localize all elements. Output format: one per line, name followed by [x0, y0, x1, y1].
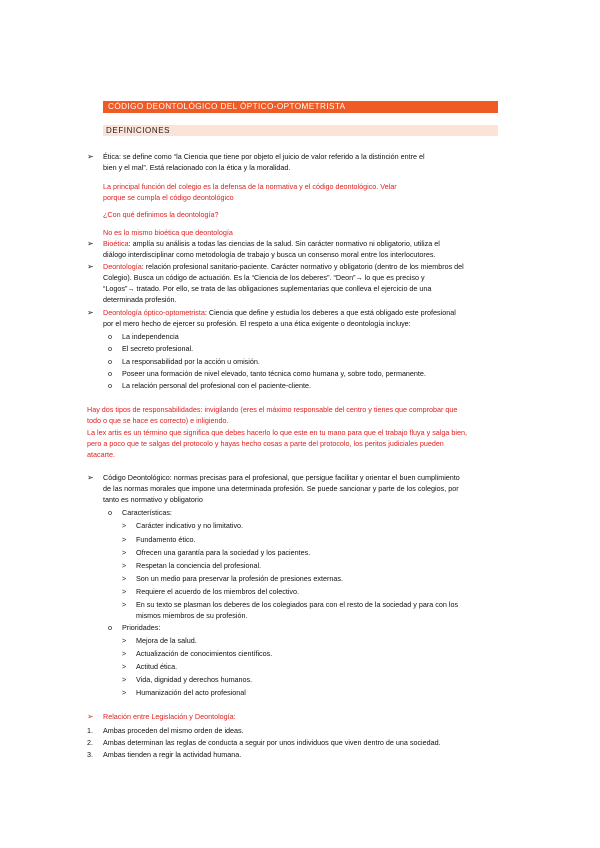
deontologia-label: Deontología: [103, 262, 142, 271]
relacion-item: Ambas tienden a regir la actividad humana.: [103, 750, 242, 759]
arrowhead-icon: >: [122, 688, 127, 697]
red-note-line-2: porque se cumpla el código deontológico: [103, 193, 234, 202]
arrowhead-icon: >: [122, 587, 127, 596]
arrow-bullet-icon: ➢: [87, 308, 94, 317]
arrow-bullet-icon: ➢: [87, 239, 94, 248]
bioetica-line-1: [103, 238, 440, 250]
characteristic-item: En su texto se plasman los deberes de los colegiados para con el resto de la sociedad y para con los: [136, 600, 459, 609]
codigo-line-1: Código Deontológico: normas precisas para el profesional, que persigue facilitar y orientar el buen cumplimiento: [103, 473, 460, 482]
circle-bullet-icon: o: [108, 508, 112, 517]
red-note-line-1: La principal función del colegio es la defensa de la normativa y el código deontológico. Velar: [103, 182, 397, 191]
list-item: Poseer una formación de nivel elevado, tanto técnica como humana y, sobre todo, permanente.: [122, 369, 426, 378]
arrow-bullet-icon: ➢: [87, 152, 94, 161]
list-item: La responsabilidad por la acción u omisión.: [122, 357, 260, 366]
circle-bullet-icon: o: [108, 332, 112, 341]
arrowhead-icon: >: [122, 600, 127, 609]
list-number: 1.: [87, 726, 93, 735]
priority-item: Mejora de la salud.: [136, 636, 197, 645]
red-block-line-3: La lex artis es un término que significa que debes hacerlo lo que este en tu mano para que el trabajo fluya y salga bien,: [87, 428, 467, 437]
characteristic-item: Fundamento ético.: [136, 535, 196, 544]
arrow-bullet-icon: ➢: [87, 262, 94, 271]
codigo-line-2: de las normas morales que impone una determinada profesión. Se puede sancionar y parte de los colegios, por: [103, 484, 459, 493]
characteristic-item-cont: mismos miembros de su profesión.: [136, 611, 248, 620]
relacion-item: Ambas determinan las reglas de conducta a seguir por unos individuos que viven dentro de una sociedad.: [103, 738, 441, 747]
document-title: CÓDIGO DEONTOLÓGICO DEL ÓPTICO-OPTOMETRISTA: [108, 102, 346, 111]
characteristic-item: Carácter indicativo y no limitativo.: [136, 521, 244, 530]
list-item: El secreto profesional.: [122, 344, 194, 353]
bioetica-text: : amplía su análisis a todas las ciencias de la salud. Sin carácter normativo ni obligatorio, utiliza el: [128, 239, 440, 248]
deon-opt-line-1: [103, 307, 456, 319]
deontologia-line-4: determinada profesión.: [103, 295, 177, 304]
deontologia-line-2: Colegio). Busca un código de actuación. Es la “Ciencia de los deberes”. “Deon”→ lo que es preciso y: [103, 273, 425, 282]
circle-bullet-icon: o: [108, 344, 112, 353]
list-number: 3.: [87, 750, 93, 759]
relacion-item: Ambas proceden del mismo orden de ideas.: [103, 726, 244, 735]
relacion-heading: Relación entre Legislación y Deontología:: [103, 712, 236, 721]
arrowhead-icon: >: [122, 521, 127, 530]
bioetica-line-2: diálogo interdisciplinar como metodología de trabajo y busca un consenso moral entre los interlocutores.: [103, 250, 436, 259]
characteristic-item: Ofrecen una garantía para la sociedad y los pacientes.: [136, 548, 311, 557]
arrowhead-icon: >: [122, 561, 127, 570]
circle-bullet-icon: o: [108, 381, 112, 390]
arrowhead-icon: >: [122, 535, 127, 544]
deontologia-line-3: “Logos”→ tratado. Por ello, se trata de las obligaciones suplementarias que conlleva el ejercicio de una: [103, 284, 432, 293]
arrow-bullet-icon: ➢: [87, 712, 94, 721]
arrowhead-icon: >: [122, 574, 127, 583]
priorities-label: Prioridades:: [122, 623, 161, 632]
characteristic-item: Son un medio para preservar la profesión de presiones externas.: [136, 574, 343, 583]
list-number: 2.: [87, 738, 93, 747]
red-block-line-1: Hay dos tipos de responsabilidades: invigilando (eres el máximo responsable del centro y tienes que comprobar que: [87, 405, 458, 414]
priority-item: Vida, dignidad y derechos humanos.: [136, 675, 253, 684]
bioetica-label: Bioética: [103, 239, 129, 248]
characteristics-label: Características:: [122, 508, 172, 517]
deontologia-line-1: [103, 261, 464, 273]
circle-bullet-icon: o: [108, 357, 112, 366]
red-question: ¿Con qué definimos la deontología?: [103, 210, 219, 219]
circle-bullet-icon: o: [108, 369, 112, 378]
circle-bullet-icon: o: [108, 623, 112, 632]
priority-item: Actitud ética.: [136, 662, 178, 671]
arrowhead-icon: >: [122, 662, 127, 671]
arrowhead-icon: >: [122, 675, 127, 684]
arrow-bullet-icon: ➢: [87, 473, 94, 482]
characteristic-item: Respetan la conciencia del profesional.: [136, 561, 262, 570]
section-heading: DEFINICIONES: [106, 126, 171, 135]
list-item: La independencia: [122, 332, 179, 341]
deontologia-text: : relación profesional sanitario-paciente. Carácter normativo y obligatorio (dentro de los miembros del: [141, 262, 464, 271]
arrowhead-icon: >: [122, 548, 127, 557]
red-block-line-4: pero a poco que te salgas del protocolo y hayas hecho cosas a parte del protocolo, los peritos judiciales pueden: [87, 439, 444, 448]
deon-opt-text: : Ciencia que define y estudia los deberes a que está obligado este profesional: [204, 308, 456, 317]
priority-item: Humanización del acto profesional: [136, 688, 246, 697]
red-block-line-5: atacarte.: [87, 450, 115, 459]
arrowhead-icon: >: [122, 649, 127, 658]
arrowhead-icon: >: [122, 636, 127, 645]
priority-item: Actualización de conocimientos científicos.: [136, 649, 273, 658]
deon-opt-line-2: por el mero hecho de ejercer su profesión. El respeto a una ética exigente o deontología incluye:: [103, 319, 411, 328]
etica-line-1: Ética: se define como “la Ciencia que tiene por objeto el juicio de valor referido a la distinción entre el: [103, 152, 425, 161]
characteristic-item: Requiere el acuerdo de los miembros del colectivo.: [136, 587, 299, 596]
list-item: La relación personal del profesional con el paciente-cliente.: [122, 381, 311, 390]
etica-line-2: bien y el mal”. Está relacionado con la ética y la moralidad.: [103, 163, 291, 172]
codigo-line-3: tanto es normativo y obligatorio: [103, 495, 203, 504]
deon-opt-label: Deontología óptico-optometrista: [103, 308, 205, 317]
red-note-bioetica: No es lo mismo bioética que deontología: [103, 228, 233, 237]
red-block-line-2: todo o que se hace es correcto) e inligiendo.: [87, 416, 229, 425]
